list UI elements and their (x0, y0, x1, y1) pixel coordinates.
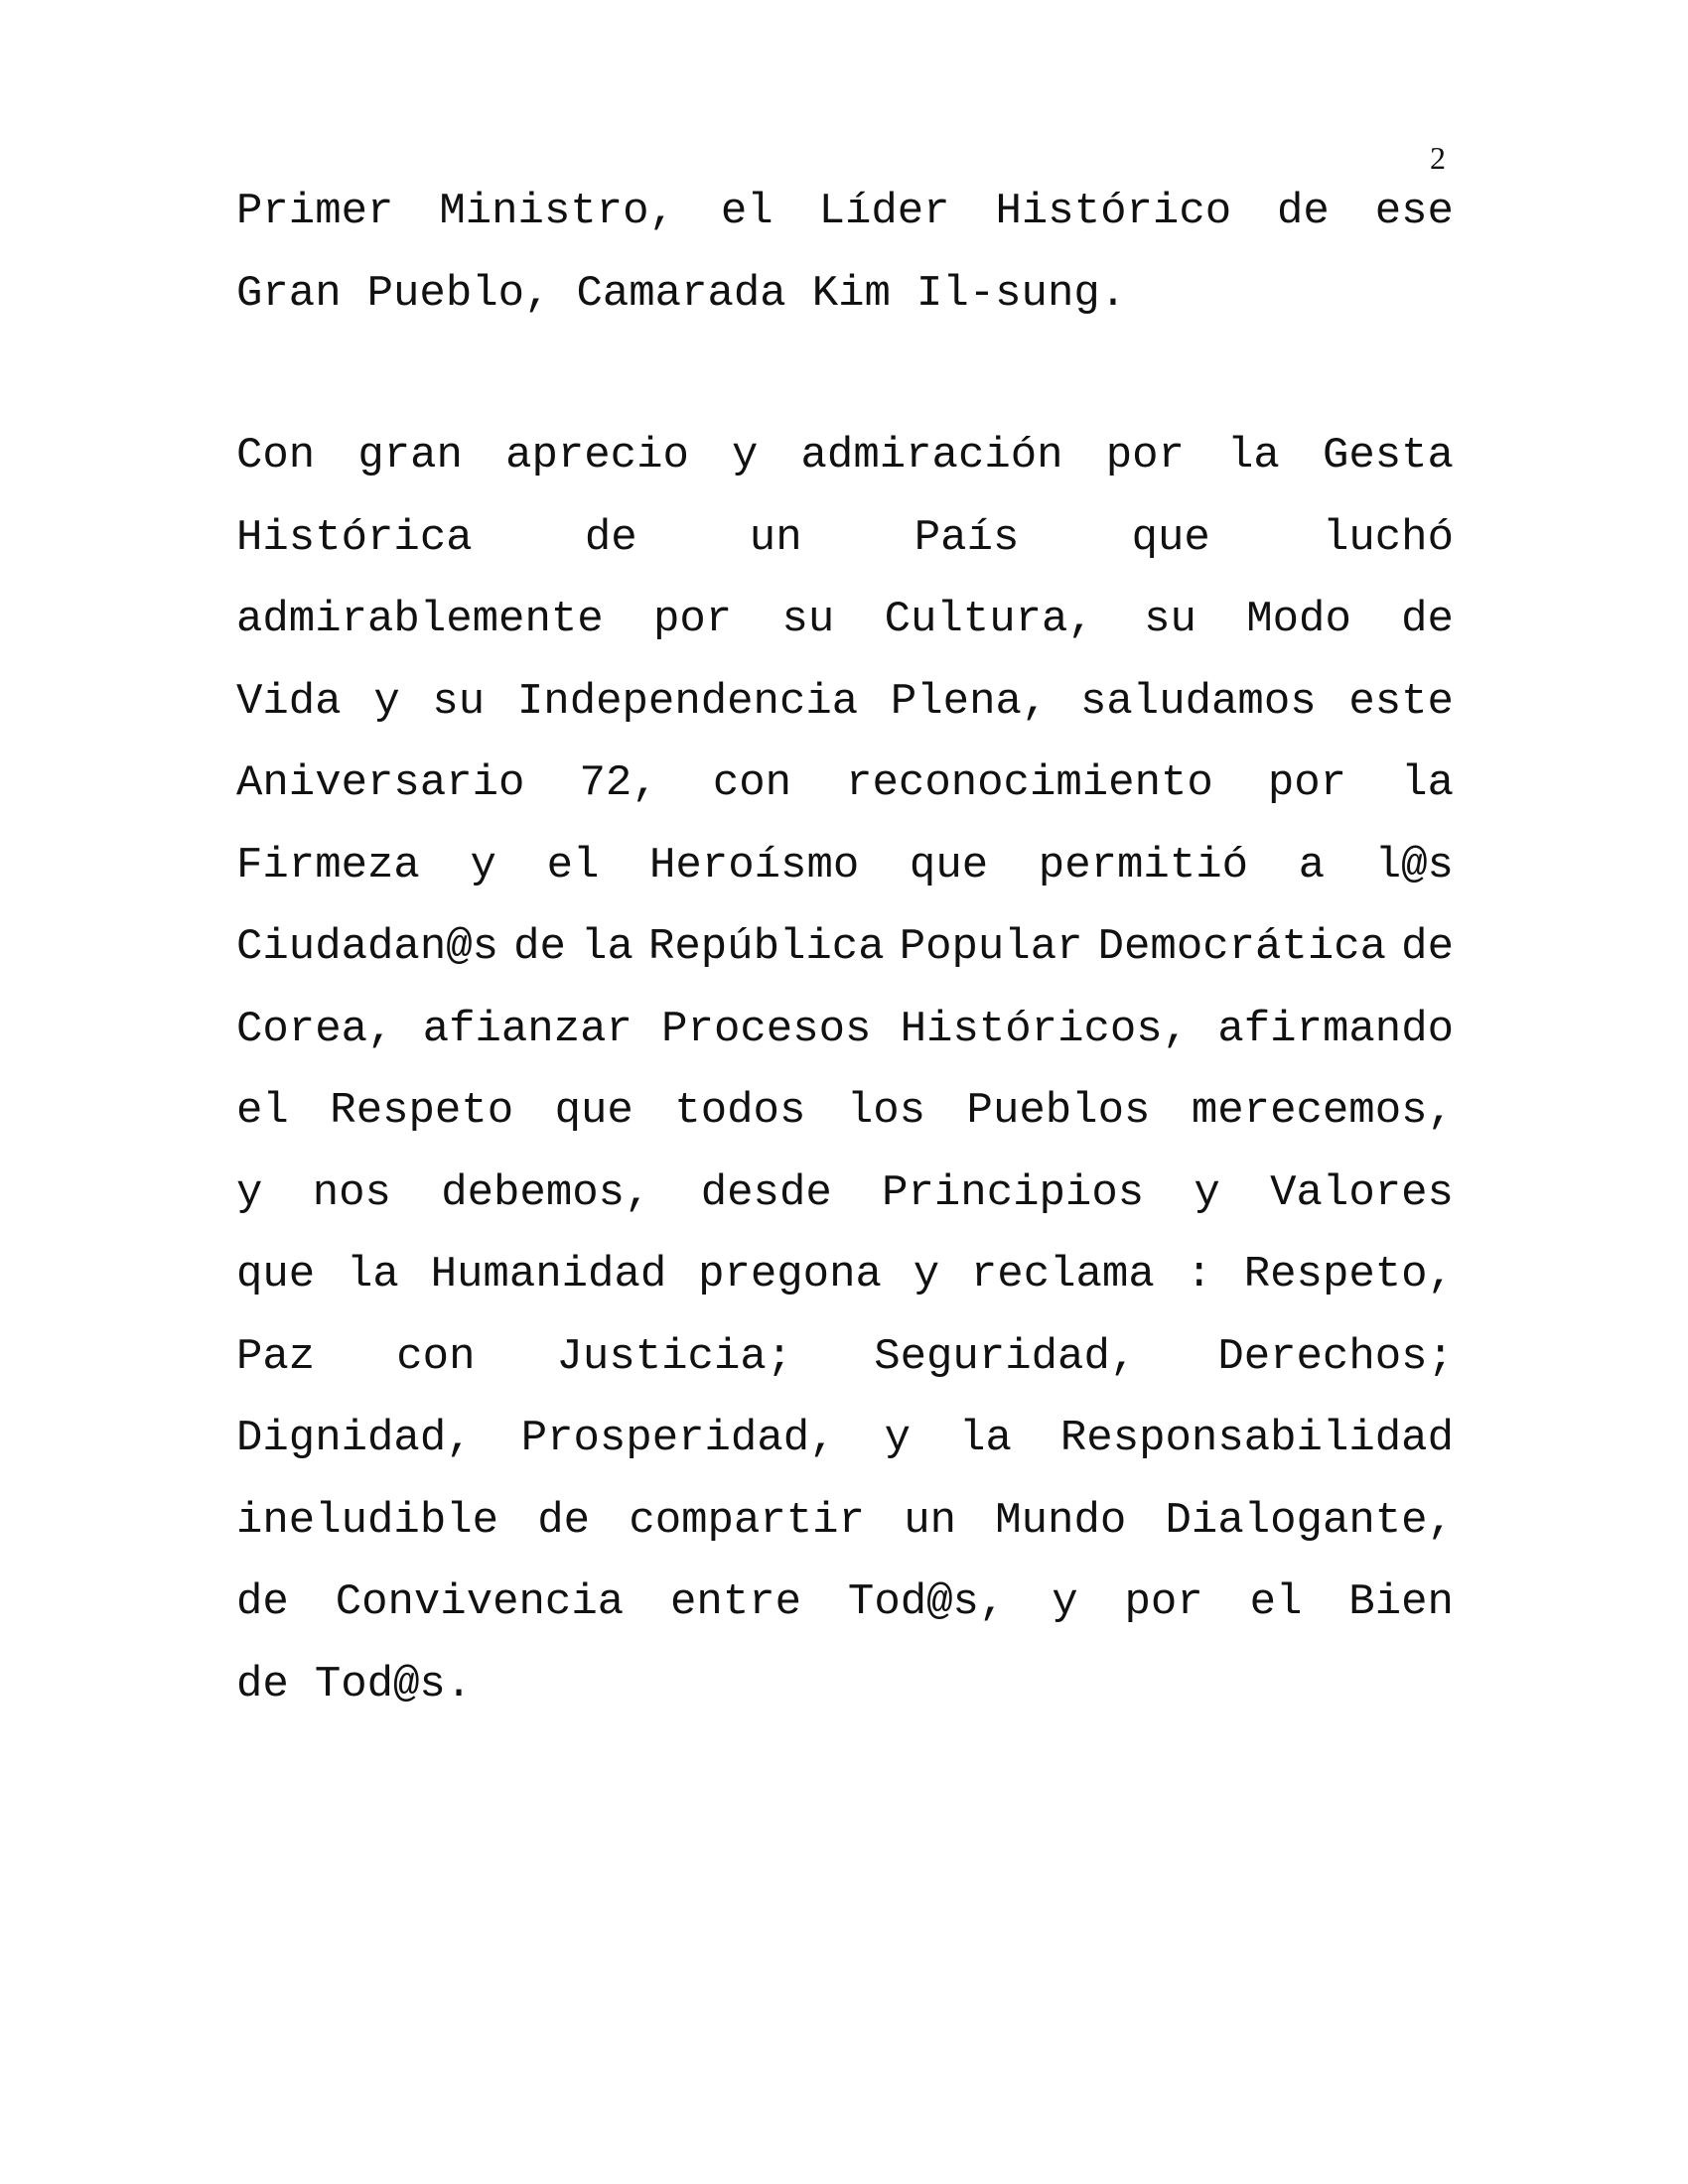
word: merecemos, (1191, 1086, 1454, 1136)
word: admiración (800, 431, 1063, 480)
word: a (1298, 840, 1326, 890)
word: debemos, (441, 1167, 651, 1218)
word: de (537, 1495, 591, 1546)
word: y (884, 1414, 911, 1463)
word: su (1144, 595, 1196, 644)
page-number: 2 (1430, 140, 1446, 176)
word: Tod@s. (314, 1659, 473, 1709)
word: reconocimiento (846, 758, 1213, 808)
word: Pueblo, (366, 268, 551, 319)
word: gran (357, 431, 463, 480)
word: luchó (1322, 512, 1454, 563)
word: Vida (236, 676, 342, 727)
word: de (236, 1659, 289, 1709)
text-line (236, 1153, 1454, 1235)
word: por (652, 595, 733, 644)
word: y (732, 431, 759, 480)
word: Justicia; (556, 1331, 793, 1382)
word: la (581, 922, 633, 972)
word: con (712, 758, 792, 808)
text-line (236, 825, 1454, 907)
word: de (513, 922, 566, 972)
word: y (236, 1167, 263, 1218)
text-line (236, 1480, 1454, 1563)
word: reclama (970, 1250, 1155, 1299)
word: Heroísmo (649, 840, 860, 890)
text-line (236, 497, 1454, 580)
text-line (236, 415, 1454, 497)
word: el (236, 1086, 289, 1136)
word: de (1401, 595, 1454, 644)
word: Dignidad, (236, 1414, 473, 1463)
word: permitió (1038, 840, 1249, 890)
word: Bien (1348, 1577, 1454, 1627)
paragraph-2 (236, 415, 1454, 1725)
word: Plena, (890, 676, 1049, 727)
text-line (236, 253, 1454, 336)
word: Popular (899, 922, 1083, 972)
word: y (913, 1250, 940, 1299)
word: Ciudadan@s (236, 922, 499, 972)
word: el (720, 187, 774, 236)
word: desde (700, 1167, 832, 1218)
word: l@s (1374, 840, 1454, 890)
word: la (347, 1250, 399, 1299)
word: Principios (882, 1167, 1145, 1218)
word: Il-sung. (915, 268, 1127, 319)
word: con (396, 1331, 476, 1382)
word: este (1348, 676, 1454, 727)
word: Respeto (330, 1086, 514, 1136)
text-line (236, 579, 1454, 661)
word: Derechos; (1217, 1331, 1454, 1382)
word: por (1105, 431, 1185, 480)
word: Kim (811, 268, 891, 319)
word: todos (674, 1086, 806, 1136)
word: Prosperidad, (520, 1414, 836, 1463)
word: un (904, 1495, 957, 1546)
word: Responsabilidad (1059, 1414, 1454, 1463)
word: Valores (1270, 1167, 1454, 1218)
word: que (236, 1250, 316, 1299)
word: Modo (1246, 595, 1351, 644)
word: Aniversario (236, 758, 525, 808)
word: por (1267, 758, 1347, 808)
word: Camarada (576, 268, 786, 319)
word: la (1401, 758, 1454, 808)
word: los (846, 1086, 926, 1136)
word: de (1401, 922, 1454, 972)
word: la (959, 1414, 1012, 1463)
text-line (236, 906, 1454, 989)
text-line (236, 171, 1454, 253)
word: y (1194, 1167, 1220, 1218)
word: Seguridad, (874, 1331, 1137, 1382)
text-line (236, 1316, 1454, 1399)
word: afianzar (422, 1004, 633, 1054)
text-line (236, 989, 1454, 1071)
text-line (236, 1070, 1454, 1153)
word: saludamos (1079, 676, 1317, 727)
paragraph-1 (236, 171, 1454, 335)
word: Gran (236, 268, 342, 319)
word: el (1249, 1577, 1303, 1627)
word: Procesos (661, 1004, 872, 1054)
word: Histórico (995, 187, 1232, 236)
word: República (647, 922, 885, 972)
word: Pueblos (966, 1086, 1151, 1136)
word: que (1131, 512, 1210, 563)
text-line (236, 1234, 1454, 1316)
text-line (236, 661, 1454, 744)
word: por (1124, 1577, 1203, 1627)
word: Histórica (236, 512, 473, 563)
word: de (584, 512, 637, 563)
word: un (749, 512, 802, 563)
word: la (1227, 431, 1280, 480)
word: pregona (698, 1250, 882, 1299)
word: Democrática (1097, 922, 1387, 972)
word: Primer (236, 187, 394, 236)
word: País (914, 512, 1020, 563)
word: afirmando (1217, 1004, 1454, 1054)
text-line (236, 1644, 1454, 1726)
word: Líder (818, 187, 950, 236)
word: Paz (236, 1331, 316, 1382)
word: de (1277, 187, 1330, 236)
word: el (546, 840, 600, 890)
word: de (236, 1577, 289, 1627)
word: entre (670, 1577, 802, 1627)
word: que (554, 1086, 633, 1136)
word: Tod@s, (847, 1577, 1006, 1627)
word: Históricos, (900, 1004, 1190, 1054)
word: su (781, 595, 835, 644)
word: Corea, (236, 1004, 394, 1054)
word: Cultura, (884, 595, 1094, 644)
word: Dialogante, (1165, 1495, 1454, 1546)
word: ese (1374, 187, 1454, 236)
word: que (909, 840, 989, 890)
text-line (236, 743, 1454, 825)
word: ineludible (236, 1495, 499, 1546)
word: y (1052, 1577, 1078, 1627)
word: : (1186, 1250, 1212, 1299)
word: admirablemente (236, 595, 604, 644)
word: Humanidad (430, 1250, 667, 1299)
word: nos (312, 1167, 391, 1218)
word: Firmeza (236, 840, 420, 890)
word: Mundo (995, 1495, 1127, 1546)
word: Con (236, 431, 316, 480)
word: compartir (629, 1495, 865, 1546)
word: aprecio (505, 431, 689, 480)
word: Convivencia (335, 1577, 625, 1627)
text-line (236, 1398, 1454, 1480)
word: Ministro, (439, 187, 675, 236)
word: Independencia (516, 676, 859, 727)
word: y (470, 840, 496, 890)
word: Respeto, (1243, 1250, 1454, 1299)
text-line (236, 1562, 1454, 1644)
word: y (373, 676, 400, 727)
document-body (236, 171, 1454, 1725)
word: 72, (579, 758, 658, 808)
word: su (432, 676, 486, 727)
word: Gesta (1322, 431, 1454, 480)
